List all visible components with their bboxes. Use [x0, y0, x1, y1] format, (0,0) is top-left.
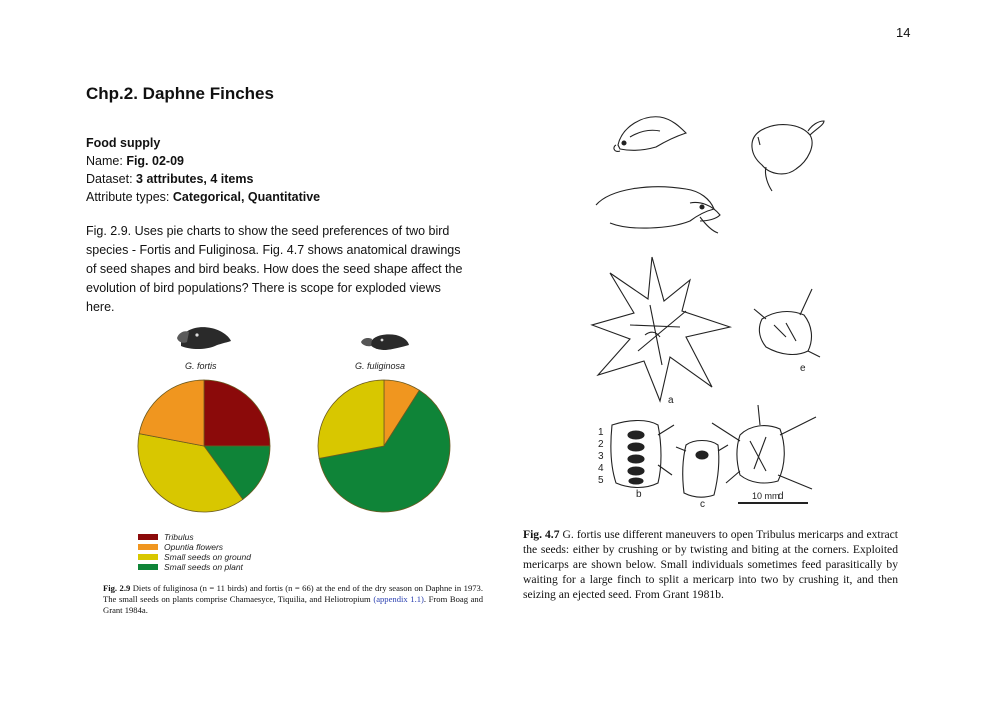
- pie-legend: [138, 532, 251, 572]
- drawing-label-a: a: [668, 395, 674, 406]
- drawing-label-4: 4: [598, 463, 604, 474]
- attr-types-line: [86, 188, 320, 206]
- legend-label: Small seeds on ground: [164, 552, 251, 562]
- legend-item-ground: [138, 552, 251, 562]
- fig-2-9-caption: [103, 583, 483, 616]
- drawing-label-b: b: [636, 489, 642, 500]
- drawing-label-e: e: [800, 363, 806, 374]
- fuliginosa-pie-chart: [314, 378, 454, 514]
- caption-label: Fig. 4.7: [523, 528, 560, 541]
- caption-text: Diets of fuliginosa (n = 11 birds) and fortis (n = 66) at the end of the dry season on Daphne in 1973. The small seeds on plants comprise Chamaesyce, Tiquilia, and Heliotropium: [103, 583, 483, 604]
- chapter-title: Chp.2. Daphne Finches: [86, 84, 274, 103]
- legend-item-tribulus: [138, 532, 251, 542]
- legend-swatch: [138, 534, 158, 540]
- drawing-label-5: 5: [598, 475, 604, 486]
- legend-label: Opuntia flowers: [164, 542, 224, 552]
- name-line: [86, 152, 320, 170]
- dataset-line: [86, 170, 320, 188]
- name-value: Fig. 02-09: [126, 154, 184, 168]
- legend-swatch: [138, 554, 158, 560]
- caption-text: G. fortis use different maneuvers to open Tribulus mericarps and extract the seeds: either by crushing or by twisting and biting at the corners. Exploited mericarps are shown below. Small individuals sometimes feed parasitically by waiting for a large finch to split a mericarp into two by crushing it, and then seizing an ejected seed. From Grant 1981b.: [523, 528, 898, 601]
- pie-slice-small-seeds-on-ground: [318, 380, 384, 458]
- drawing-label-d: d: [778, 491, 784, 502]
- fortis-bird-head-image: [175, 322, 233, 352]
- legend-item-opuntia: [138, 542, 251, 552]
- pie-slice-tribulus: [204, 380, 270, 446]
- name-label: Name:: [86, 154, 123, 168]
- appendix-link[interactable]: (appendix 1.1): [373, 594, 424, 604]
- fig-4-7-caption: [523, 527, 898, 602]
- legend-swatch: [138, 564, 158, 570]
- drawing-label-c: c: [700, 499, 705, 510]
- fortis-pie-title: G. fortis: [185, 361, 217, 371]
- legend-item-plant: [138, 562, 251, 572]
- dataset-value: 3 attributes, 4 items: [136, 172, 254, 186]
- drawing-label-2: 2: [598, 439, 604, 450]
- legend-label: Tribulus: [164, 532, 194, 542]
- description: Fig. 2.9. Uses pie charts to show the seed preferences of two bird species - Fortis and Fuliginosa. Fig. 4.7 shows anatomical drawings of seed shapes and bird beaks. How does the seed shape affect the evolution of bird populations? There is scope for exploded views here.: [86, 224, 463, 314]
- legend-swatch: [138, 544, 158, 550]
- scale-bar-label: 10 mm: [752, 491, 780, 501]
- figure-metadata: [86, 134, 320, 206]
- fuliginosa-bird-head-image: [360, 330, 410, 352]
- page-number: 14: [896, 25, 911, 40]
- drawing-label-1: 1: [598, 427, 604, 438]
- section-title: Food supply: [86, 136, 161, 150]
- dataset-label: Dataset:: [86, 172, 133, 186]
- legend-label: Small seeds on plant: [164, 562, 243, 572]
- attr-types-value: Categorical, Quantitative: [172, 190, 321, 204]
- fuliginosa-pie-title: G. fuliginosa: [355, 361, 406, 371]
- drawing-label-3: 3: [598, 451, 604, 462]
- fortis-pie-chart: [134, 378, 274, 514]
- caption-text: . From Boag and Grant 1984a.: [103, 594, 483, 615]
- attr-types-label: Attribute types:: [86, 190, 170, 204]
- anatomical-drawings-image: [590, 105, 825, 510]
- caption-label: Fig. 2.9: [103, 583, 131, 593]
